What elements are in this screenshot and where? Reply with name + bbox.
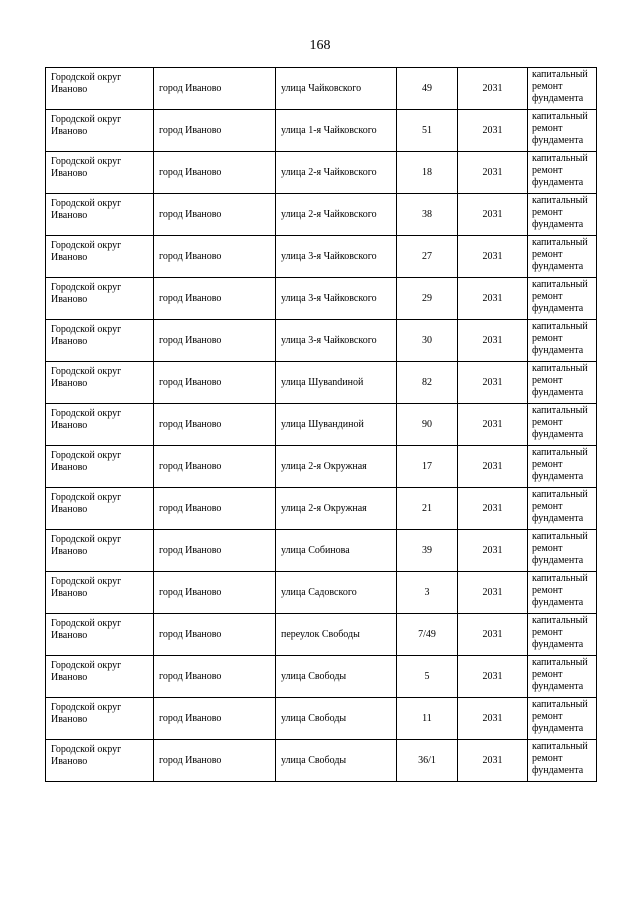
house-number-cell: 7/49 [397,614,458,656]
district-cell: Городской округ Иваново [46,152,154,194]
table-row [46,530,597,572]
city-cell: город Иваново [154,530,276,572]
city-cell: город Иваново [154,614,276,656]
district-cell: Городской округ Иваново [46,530,154,572]
year-cell: 2031 [458,278,528,320]
street-cell: улица Шувандиной [276,404,397,446]
district-cell: Городской округ Иваново [46,320,154,362]
street-cell: улица Садовского [276,572,397,614]
city-cell: город Иваново [154,152,276,194]
year-cell: 2031 [458,362,528,404]
year-cell: 2031 [458,698,528,740]
housing-repair-table [45,67,597,782]
year-cell: 2031 [458,446,528,488]
work-type-cell: капитальный ремонт фундамента [528,488,597,530]
city-cell: город Иваново [154,68,276,110]
year-cell: 2031 [458,320,528,362]
city-cell: город Иваново [154,740,276,782]
city-cell: город Иваново [154,320,276,362]
city-cell: город Иваново [154,110,276,152]
year-cell: 2031 [458,236,528,278]
city-cell: город Иваново [154,698,276,740]
year-cell: 2031 [458,656,528,698]
street-cell: улица 2-я Чайковского [276,152,397,194]
work-type-cell: капитальный ремонт фундамента [528,530,597,572]
table-row [46,236,597,278]
street-cell: улица 2-я Чайковского [276,194,397,236]
table-row [46,362,597,404]
district-cell: Городской округ Иваново [46,68,154,110]
house-number-cell: 82 [397,362,458,404]
district-cell: Городской округ Иваново [46,572,154,614]
city-cell: город Иваново [154,572,276,614]
table-row [46,68,597,110]
street-cell: улица Чайковского [276,68,397,110]
table-row [46,194,597,236]
year-cell: 2031 [458,530,528,572]
table-row [46,152,597,194]
work-type-cell: капитальный ремонт фундамента [528,572,597,614]
house-number-cell: 27 [397,236,458,278]
table-row [46,656,597,698]
house-number-cell: 5 [397,656,458,698]
table-row [46,278,597,320]
work-type-cell: капитальный ремонт фундамента [528,236,597,278]
house-number-cell: 51 [397,110,458,152]
street-cell: улица Шуваndиной [276,362,397,404]
house-number-cell: 3 [397,572,458,614]
district-cell: Городской округ Иваново [46,740,154,782]
street-cell: улица 3-я Чайковского [276,320,397,362]
street-cell: улица 3-я Чайковского [276,236,397,278]
street-cell: улица Собинова [276,530,397,572]
street-cell: переулок Свободы [276,614,397,656]
year-cell: 2031 [458,572,528,614]
district-cell: Городской округ Иваново [46,488,154,530]
street-cell: улица Свободы [276,698,397,740]
city-cell: город Иваново [154,236,276,278]
page-number: 168 [309,38,331,53]
house-number-cell: 90 [397,404,458,446]
table-row [46,320,597,362]
year-cell: 2031 [458,404,528,446]
year-cell: 2031 [458,614,528,656]
work-type-cell: капитальный ремонт фундамента [528,740,597,782]
year-cell: 2031 [458,488,528,530]
table-row [46,404,597,446]
house-number-cell: 49 [397,68,458,110]
house-number-cell: 39 [397,530,458,572]
table-row [46,698,597,740]
city-cell: город Иваново [154,488,276,530]
house-number-cell: 11 [397,698,458,740]
district-cell: Городской округ Иваново [46,194,154,236]
work-type-cell: капитальный ремонт фундамента [528,698,597,740]
table-row [46,614,597,656]
work-type-cell: капитальный ремонт фундамента [528,278,597,320]
work-type-cell: капитальный ремонт фундамента [528,152,597,194]
work-type-cell: капитальный ремонт фундамента [528,362,597,404]
city-cell: город Иваново [154,446,276,488]
work-type-cell: капитальный ремонт фундамента [528,446,597,488]
street-cell: улица Свободы [276,740,397,782]
district-cell: Городской округ Иваново [46,110,154,152]
house-number-cell: 17 [397,446,458,488]
city-cell: город Иваново [154,194,276,236]
table-row [46,110,597,152]
work-type-cell: капитальный ремонт фундамента [528,110,597,152]
district-cell: Городской округ Иваново [46,446,154,488]
district-cell: Городской округ Иваново [46,278,154,320]
work-type-cell: капитальный ремонт фундамента [528,194,597,236]
city-cell: город Иваново [154,362,276,404]
year-cell: 2031 [458,110,528,152]
work-type-cell: капитальный ремонт фундамента [528,614,597,656]
work-type-cell: капитальный ремонт фундамента [528,656,597,698]
table-row [46,740,597,782]
house-number-cell: 36/1 [397,740,458,782]
house-number-cell: 30 [397,320,458,362]
district-cell: Городской округ Иваново [46,236,154,278]
street-cell: улица 2-я Окружная [276,446,397,488]
table-row [46,446,597,488]
street-cell: улица 3-я Чайковского [276,278,397,320]
street-cell: улица 2-я Окружная [276,488,397,530]
work-type-cell: капитальный ремонт фундамента [528,320,597,362]
street-cell: улица 1-я Чайковского [276,110,397,152]
table-row [46,488,597,530]
house-number-cell: 38 [397,194,458,236]
district-cell: Городской округ Иваново [46,362,154,404]
district-cell: Городской округ Иваново [46,698,154,740]
year-cell: 2031 [458,740,528,782]
year-cell: 2031 [458,68,528,110]
table-body [46,68,597,782]
work-type-cell: капитальный ремонт фундамента [528,68,597,110]
city-cell: город Иваново [154,278,276,320]
table-row [46,572,597,614]
house-number-cell: 18 [397,152,458,194]
city-cell: город Иваново [154,404,276,446]
district-cell: Городской округ Иваново [46,614,154,656]
district-cell: Городской округ Иваново [46,404,154,446]
work-type-cell: капитальный ремонт фундамента [528,404,597,446]
year-cell: 2031 [458,152,528,194]
city-cell: город Иваново [154,656,276,698]
house-number-cell: 21 [397,488,458,530]
year-cell: 2031 [458,194,528,236]
street-cell: улица Свободы [276,656,397,698]
house-number-cell: 29 [397,278,458,320]
district-cell: Городской округ Иваново [46,656,154,698]
